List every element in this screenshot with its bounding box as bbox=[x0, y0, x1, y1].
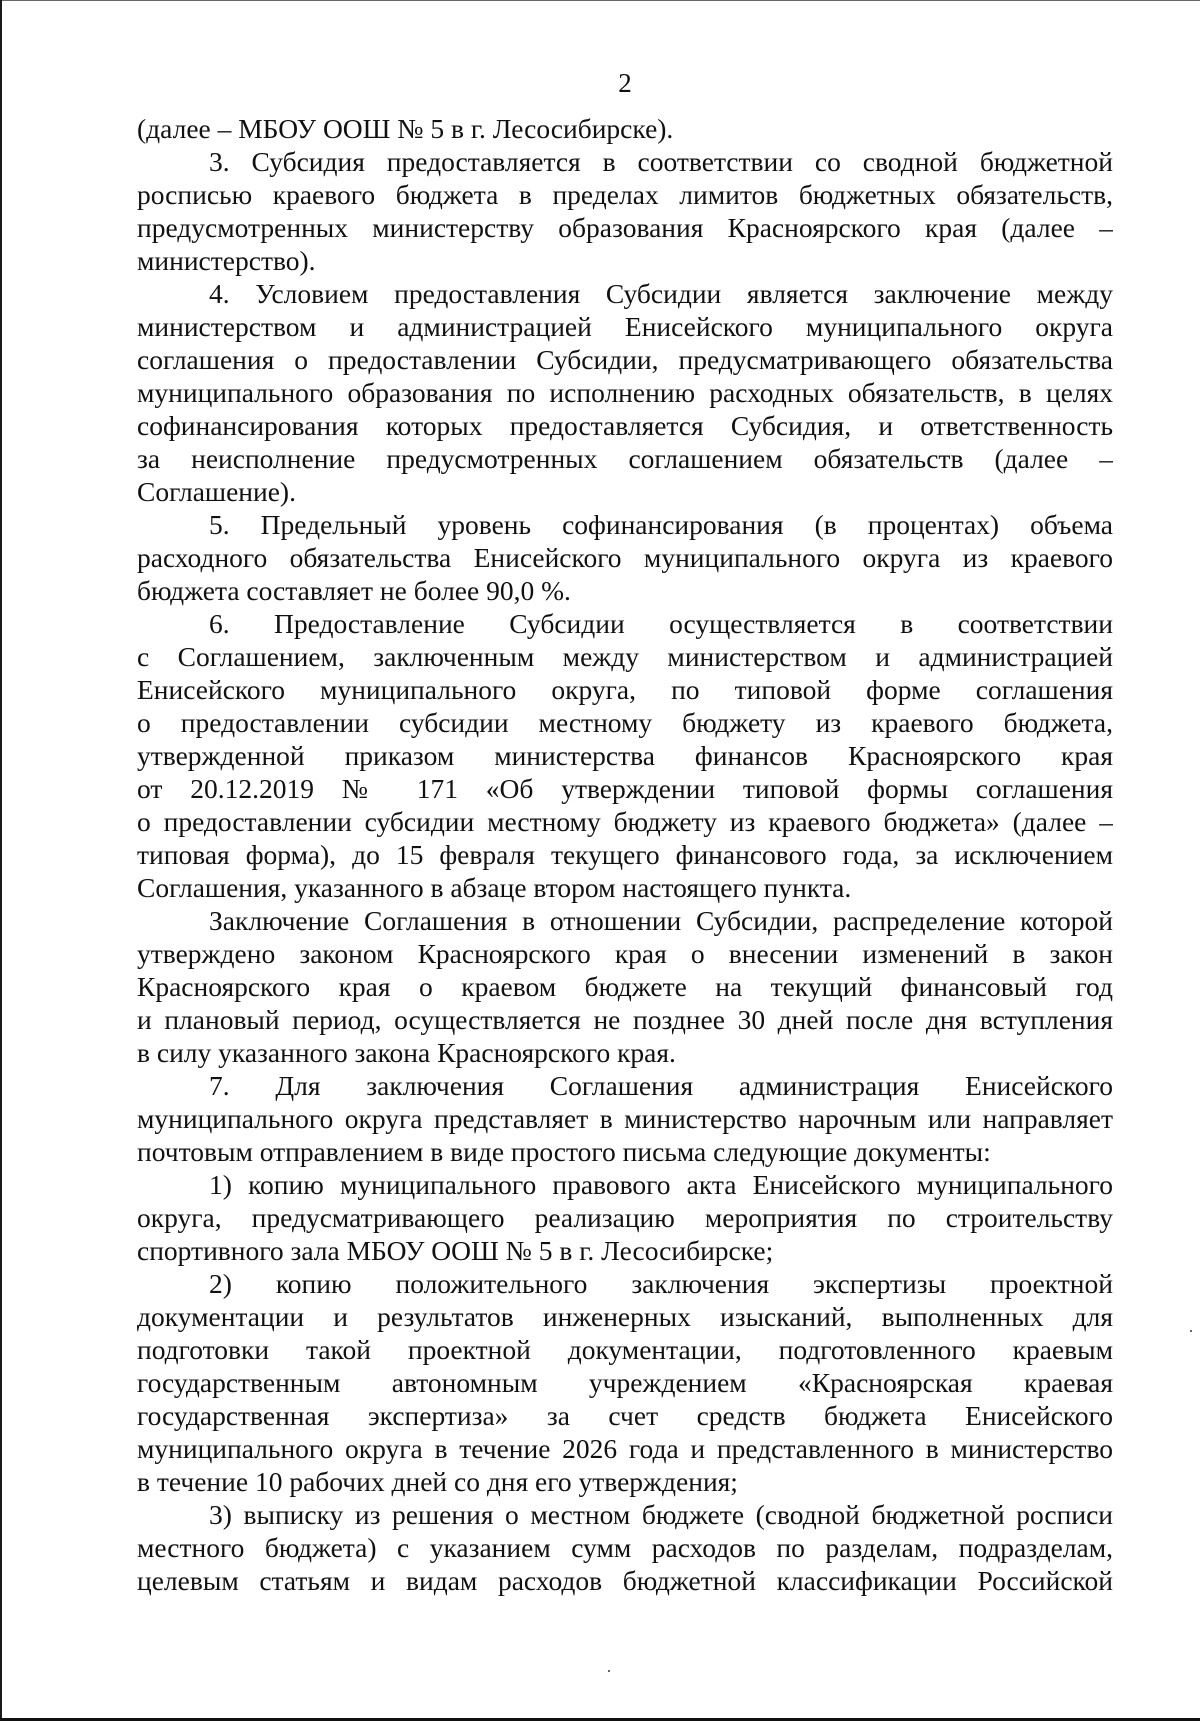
scan-edge-left bbox=[0, 0, 2, 1721]
text-line: в силу указанного закона Красноярского края. bbox=[137, 1037, 676, 1068]
text-line: муниципального округа представляет в министерство нарочным или направляет bbox=[137, 1103, 1113, 1134]
text-line: 3) выписку из решения о местном бюджете (сводной бюджетной росписи bbox=[209, 1499, 1113, 1530]
text-line: местного бюджета) с указанием сумм расходов по разделам, подразделам, bbox=[137, 1532, 1113, 1563]
text-line: 5. Предельный уровень софинансирования (в процентах) объема bbox=[209, 509, 1113, 540]
text-line: и плановый период, осуществляется не позднее 30 дней после дня вступления bbox=[137, 1004, 1113, 1035]
text-line: о предоставлении субсидии местному бюджету из краевого бюджета» (далее – bbox=[137, 806, 1113, 837]
text-line: 1) копию муниципального правового акта Енисейского муниципального bbox=[209, 1169, 1113, 1200]
text-line: 7. Для заключения Соглашения администрация Енисейского bbox=[209, 1070, 1113, 1101]
text-line: о предоставлении субсидии местному бюджету из краевого бюджета, bbox=[137, 707, 1113, 738]
text-line: подготовки такой проектной документации, подготовленного краевым bbox=[137, 1334, 1113, 1365]
text-line: Соглашение). bbox=[137, 476, 296, 507]
text-line: министерством и администрацией Енисейского муниципального округа bbox=[137, 311, 1113, 342]
text-line: типовая форма), до 15 февраля текущего финансового года, за исключением bbox=[137, 839, 1113, 870]
text-line: софинансирования которых предоставляется Субсидия, и ответственность bbox=[137, 410, 1113, 441]
text-line: 3. Субсидия предоставляется в соответствии со сводной бюджетной bbox=[209, 146, 1113, 177]
scan-edge-top bbox=[0, 0, 1200, 1]
text-line: от 20.12.2019 № 171 «Об утверждении типовой формы соглашения bbox=[137, 773, 1113, 804]
page-number: 2 bbox=[618, 68, 632, 98]
text-line: Красноярского края о краевом бюджете на текущий финансовый год bbox=[137, 971, 1113, 1002]
text-line: предусмотренных министерству образования Красноярского края (далее – bbox=[137, 212, 1113, 243]
document-body bbox=[137, 112, 1113, 1597]
text-line: муниципального образования по исполнению расходных обязательств, в целях bbox=[137, 377, 1113, 408]
text-line: государственная экспертиза» за счет средств бюджета Енисейского bbox=[137, 1400, 1113, 1431]
text-line: с Соглашением, заключенным между министерством и администрацией bbox=[137, 641, 1113, 672]
text-line: 4. Условием предоставления Субсидии является заключение между bbox=[209, 278, 1113, 309]
text-line: спортивного зала МБОУ ООШ № 5 в г. Лесосибирске; bbox=[137, 1235, 774, 1266]
text-line: Енисейского муниципального округа, по типовой форме соглашения bbox=[137, 674, 1113, 705]
text-line: расходного обязательства Енисейского муниципального округа из краевого bbox=[137, 542, 1113, 573]
text-line: целевым статьям и видам расходов бюджетной классификации Российской bbox=[137, 1565, 1113, 1596]
scan-speck bbox=[1190, 1330, 1192, 1332]
text-line: утвержденной приказом министерства финансов Красноярского края bbox=[137, 740, 1113, 771]
text-line: в течение 10 рабочих дней со дня его утверждения; bbox=[137, 1466, 738, 1497]
text-line: округа, предусматривающего реализацию мероприятия по строительству bbox=[137, 1202, 1113, 1233]
text-line: 2) копию положительного заключения экспертизы проектной bbox=[209, 1268, 1113, 1299]
text-line: росписью краевого бюджета в пределах лимитов бюджетных обязательств, bbox=[137, 179, 1113, 210]
text-line: Заключение Соглашения в отношении Субсидии, распределение которой bbox=[209, 905, 1113, 936]
scan-speck bbox=[608, 1670, 610, 1672]
text-line: государственным автономным учреждением «Красноярская краевая bbox=[137, 1367, 1113, 1398]
text-line: министерство). bbox=[137, 245, 316, 276]
text-line: 6. Предоставление Субсидии осуществляется в соответствии bbox=[209, 608, 1113, 639]
text-line: муниципального округа в течение 2026 года и представленного в министерство bbox=[137, 1433, 1113, 1464]
text-line: утверждено законом Красноярского края о внесении изменений в закон bbox=[137, 938, 1113, 969]
text-line: бюджета составляет не более 90,0 %. bbox=[137, 575, 571, 606]
text-line: документации и результатов инженерных изысканий, выполненных для bbox=[137, 1301, 1113, 1332]
text-line: (далее – МБОУ ООШ № 5 в г. Лесосибирске). bbox=[137, 113, 674, 144]
text-line: за неисполнение предусмотренных соглашением обязательств (далее – bbox=[137, 443, 1113, 474]
text-line: соглашения о предоставлении Субсидии, предусматривающего обязательства bbox=[137, 344, 1113, 375]
text-line: Соглашения, указанного в абзаце втором настоящего пункта. bbox=[137, 872, 852, 903]
text-line: почтовым отправлением в виде простого письма следующие документы: bbox=[137, 1136, 991, 1167]
